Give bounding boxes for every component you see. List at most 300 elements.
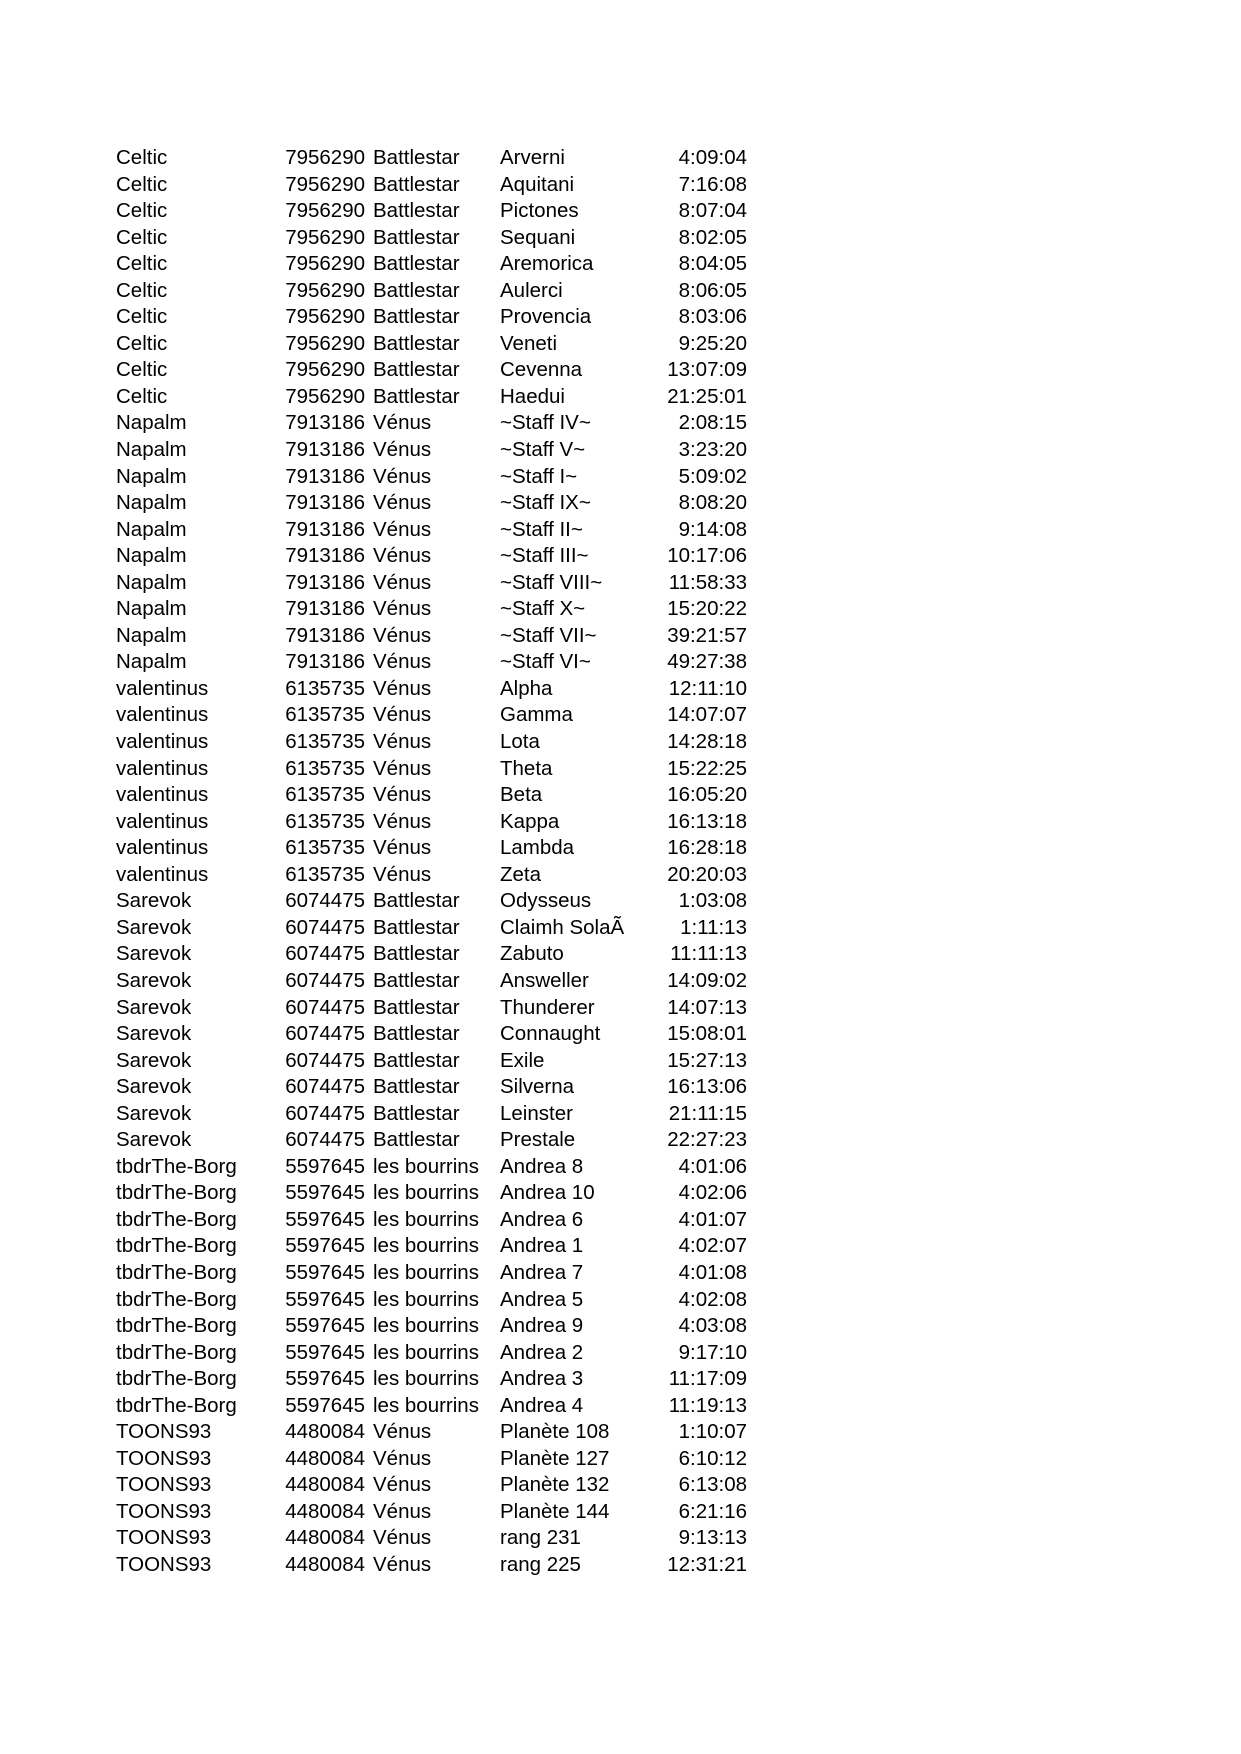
- score-cell: 7913186: [285, 570, 365, 594]
- score-cell: 7956290: [285, 384, 365, 408]
- time-cell: 9:17:10: [678, 1340, 747, 1364]
- player-name-cell: Celtic: [116, 172, 168, 196]
- table-row: [0, 1552, 1241, 1579]
- time-cell: 9:14:08: [678, 517, 747, 541]
- alliance-cell: Battlestar: [373, 995, 460, 1019]
- table-row: [0, 1021, 1241, 1048]
- player-name-cell: Celtic: [116, 278, 168, 302]
- table-row: [0, 1207, 1241, 1234]
- player-name-cell: Sarevok: [116, 968, 192, 992]
- planet-cell: Aulerci: [500, 278, 563, 302]
- time-cell: 15:22:25: [667, 756, 747, 780]
- alliance-cell: Battlestar: [373, 278, 460, 302]
- time-cell: 4:01:06: [678, 1154, 747, 1178]
- planet-cell: Zeta: [500, 862, 542, 886]
- alliance-cell: Vénus: [373, 623, 432, 647]
- table-row: [0, 172, 1241, 199]
- time-cell: 11:11:13: [670, 942, 747, 966]
- table-row: [0, 384, 1241, 411]
- table-row: [0, 251, 1241, 278]
- player-name-cell: valentinus: [116, 809, 209, 833]
- time-cell: 49:27:38: [667, 650, 747, 674]
- planet-cell: ~Staff VII~: [500, 623, 597, 647]
- score-cell: 6135735: [285, 809, 365, 833]
- time-cell: 4:02:07: [678, 1234, 747, 1258]
- player-name-cell: valentinus: [116, 676, 209, 700]
- time-cell: 14:28:18: [667, 730, 747, 754]
- planet-cell: Prestale: [500, 1128, 576, 1152]
- table-row: [0, 1419, 1241, 1446]
- time-cell: 16:28:18: [667, 836, 747, 860]
- alliance-cell: Vénus: [373, 411, 432, 435]
- player-name-cell: valentinus: [116, 703, 209, 727]
- time-cell: 4:01:08: [678, 1260, 747, 1284]
- player-name-cell: TOONS93: [116, 1552, 212, 1576]
- score-cell: 6074475: [285, 1128, 365, 1152]
- player-name-cell: tbdrThe-Borg: [116, 1260, 237, 1284]
- table-row: [0, 596, 1241, 623]
- planet-cell: ~Staff II~: [500, 517, 583, 541]
- alliance-cell: Vénus: [373, 836, 432, 860]
- score-cell: 7956290: [285, 199, 365, 223]
- alliance-cell: les bourrins: [373, 1393, 479, 1417]
- player-name-cell: Celtic: [116, 331, 168, 355]
- alliance-cell: les bourrins: [373, 1314, 479, 1338]
- table-row: [0, 357, 1241, 384]
- planet-cell: ~Staff V~: [500, 438, 586, 462]
- time-cell: 8:06:05: [678, 278, 747, 302]
- planet-cell: Beta: [500, 783, 543, 807]
- table-row: [0, 1525, 1241, 1552]
- time-cell: 2:08:15: [678, 411, 747, 435]
- planet-cell: ~Staff IX~: [500, 491, 591, 515]
- table-row: [0, 1127, 1241, 1154]
- time-cell: 14:07:07: [667, 703, 747, 727]
- planet-cell: Claimh SolaÃ: [500, 915, 625, 939]
- player-name-cell: tbdrThe-Borg: [116, 1340, 237, 1364]
- table-row: [0, 1472, 1241, 1499]
- table-row: [0, 1074, 1241, 1101]
- table-row: [0, 756, 1241, 783]
- score-cell: 6135735: [285, 862, 365, 886]
- table-row: [0, 676, 1241, 703]
- alliance-cell: Battlestar: [373, 889, 460, 913]
- player-name-cell: tbdrThe-Borg: [116, 1181, 237, 1205]
- score-cell: 6074475: [285, 889, 365, 913]
- alliance-cell: Battlestar: [373, 1128, 460, 1152]
- time-cell: 5:09:02: [678, 464, 747, 488]
- player-name-cell: tbdrThe-Borg: [116, 1207, 237, 1231]
- score-cell: 6135735: [285, 783, 365, 807]
- planet-cell: ~Staff VIII~: [500, 570, 603, 594]
- score-cell: 6074475: [285, 968, 365, 992]
- player-name-cell: Sarevok: [116, 1022, 192, 1046]
- time-cell: 14:07:13: [667, 995, 747, 1019]
- score-cell: 6074475: [285, 1022, 365, 1046]
- planet-cell: Andrea 4: [500, 1393, 584, 1417]
- table-row: [0, 464, 1241, 491]
- table-row: [0, 649, 1241, 676]
- score-cell: 7913186: [285, 517, 365, 541]
- time-cell: 21:11:15: [668, 1101, 747, 1125]
- alliance-cell: Battlestar: [373, 1101, 460, 1125]
- alliance-cell: Vénus: [373, 1420, 432, 1444]
- time-cell: 9:25:20: [678, 331, 747, 355]
- planet-cell: ~Staff X~: [500, 597, 586, 621]
- alliance-cell: Vénus: [373, 570, 432, 594]
- table-row: [0, 1048, 1241, 1075]
- table-row: [0, 1180, 1241, 1207]
- table-row: [0, 1366, 1241, 1393]
- score-cell: 6074475: [285, 995, 365, 1019]
- alliance-cell: les bourrins: [373, 1367, 479, 1391]
- table-row: [0, 278, 1241, 305]
- alliance-cell: Battlestar: [373, 225, 460, 249]
- time-cell: 20:20:03: [667, 862, 747, 886]
- table-row: [0, 915, 1241, 942]
- alliance-cell: Vénus: [373, 1446, 432, 1470]
- time-cell: 11:19:13: [668, 1393, 747, 1417]
- score-cell: 6135735: [285, 703, 365, 727]
- time-cell: 8:04:05: [678, 252, 747, 276]
- time-cell: 16:13:06: [667, 1075, 747, 1099]
- alliance-cell: Vénus: [373, 1552, 432, 1576]
- table-row: [0, 1393, 1241, 1420]
- planet-cell: rang 231: [500, 1526, 581, 1550]
- planet-cell: Andrea 2: [500, 1340, 584, 1364]
- planet-cell: Andrea 7: [500, 1260, 584, 1284]
- table-row: [0, 862, 1241, 889]
- planet-cell: Kappa: [500, 809, 560, 833]
- time-cell: 8:02:05: [678, 225, 747, 249]
- score-cell: 6074475: [285, 942, 365, 966]
- table-row: [0, 809, 1241, 836]
- time-cell: 15:20:22: [667, 597, 747, 621]
- planet-cell: Lota: [500, 730, 540, 754]
- planet-cell: ~Staff I~: [500, 464, 578, 488]
- planet-cell: Leinster: [500, 1101, 573, 1125]
- planet-cell: Thunderer: [500, 995, 595, 1019]
- time-cell: 13:07:09: [667, 358, 747, 382]
- time-cell: 8:08:20: [678, 491, 747, 515]
- table-row: [0, 304, 1241, 331]
- player-name-cell: Celtic: [116, 384, 168, 408]
- time-cell: 1:11:13: [680, 915, 747, 939]
- planet-cell: Andrea 5: [500, 1287, 584, 1311]
- player-name-cell: Sarevok: [116, 942, 192, 966]
- alliance-cell: Battlestar: [373, 1048, 460, 1072]
- time-cell: 1:10:07: [678, 1420, 747, 1444]
- planet-cell: Theta: [500, 756, 553, 780]
- player-name-cell: Napalm: [116, 570, 187, 594]
- table-row: [0, 490, 1241, 517]
- table-row: [0, 1499, 1241, 1526]
- score-cell: 7913186: [285, 597, 365, 621]
- alliance-cell: Vénus: [373, 783, 432, 807]
- score-cell: 7913186: [285, 623, 365, 647]
- alliance-cell: les bourrins: [373, 1181, 479, 1205]
- alliance-cell: Vénus: [373, 1473, 432, 1497]
- alliance-cell: les bourrins: [373, 1234, 479, 1258]
- score-cell: 4480084: [285, 1473, 365, 1497]
- table-row: [0, 782, 1241, 809]
- player-name-cell: tbdrThe-Borg: [116, 1234, 237, 1258]
- score-cell: 7956290: [285, 172, 365, 196]
- time-cell: 3:23:20: [678, 438, 747, 462]
- score-cell: 5597645: [285, 1340, 365, 1364]
- alliance-cell: Battlestar: [373, 942, 460, 966]
- table-row: [0, 729, 1241, 756]
- planet-cell: ~Staff III~: [500, 544, 589, 568]
- score-cell: 5597645: [285, 1260, 365, 1284]
- player-name-cell: Napalm: [116, 438, 187, 462]
- time-cell: 6:21:16: [678, 1499, 747, 1523]
- player-name-cell: Sarevok: [116, 995, 192, 1019]
- table-row: [0, 1101, 1241, 1128]
- planet-cell: Lambda: [500, 836, 575, 860]
- table-row: [0, 225, 1241, 252]
- alliance-cell: Battlestar: [373, 384, 460, 408]
- player-name-cell: Sarevok: [116, 1128, 192, 1152]
- time-cell: 6:10:12: [678, 1446, 747, 1470]
- score-cell: 7956290: [285, 305, 365, 329]
- score-cell: 5597645: [285, 1207, 365, 1231]
- time-cell: 1:03:08: [678, 889, 747, 913]
- score-cell: 7913186: [285, 411, 365, 435]
- table-row: [0, 968, 1241, 995]
- score-cell: 7913186: [285, 544, 365, 568]
- score-cell: 7913186: [285, 650, 365, 674]
- planet-cell: ~Staff IV~: [500, 411, 591, 435]
- score-cell: 7956290: [285, 358, 365, 382]
- player-name-cell: Napalm: [116, 597, 187, 621]
- planet-cell: Planète 144: [500, 1499, 610, 1523]
- planet-cell: Aremorica: [500, 252, 594, 276]
- player-name-cell: Napalm: [116, 623, 187, 647]
- alliance-cell: Vénus: [373, 1526, 432, 1550]
- score-cell: 5597645: [285, 1393, 365, 1417]
- table-row: [0, 543, 1241, 570]
- score-cell: 7913186: [285, 464, 365, 488]
- planet-cell: Silverna: [500, 1075, 575, 1099]
- player-name-cell: TOONS93: [116, 1526, 212, 1550]
- time-cell: 16:13:18: [667, 809, 747, 833]
- planet-cell: Andrea 6: [500, 1207, 584, 1231]
- time-cell: 21:25:01: [667, 384, 747, 408]
- player-name-cell: Napalm: [116, 411, 187, 435]
- planet-cell: Odysseus: [500, 889, 592, 913]
- table-row: [0, 198, 1241, 225]
- planet-cell: Andrea 3: [500, 1367, 584, 1391]
- planet-cell: Planète 108: [500, 1420, 610, 1444]
- score-cell: 7956290: [285, 225, 365, 249]
- player-name-cell: Sarevok: [116, 889, 192, 913]
- alliance-cell: Vénus: [373, 438, 432, 462]
- score-cell: 7913186: [285, 438, 365, 462]
- alliance-cell: les bourrins: [373, 1287, 479, 1311]
- table-row: [0, 1340, 1241, 1367]
- score-cell: 5597645: [285, 1287, 365, 1311]
- table-row: [0, 1260, 1241, 1287]
- planet-cell: Planète 127: [500, 1446, 610, 1470]
- alliance-cell: Battlestar: [373, 172, 460, 196]
- planet-cell: Answeller: [500, 968, 589, 992]
- alliance-cell: Vénus: [373, 730, 432, 754]
- player-name-cell: Napalm: [116, 464, 187, 488]
- spreadsheet-table: [0, 145, 1241, 1579]
- alliance-cell: les bourrins: [373, 1207, 479, 1231]
- table-row: [0, 835, 1241, 862]
- alliance-cell: Vénus: [373, 597, 432, 621]
- time-cell: 8:03:06: [678, 305, 747, 329]
- score-cell: 7913186: [285, 491, 365, 515]
- alliance-cell: les bourrins: [373, 1154, 479, 1178]
- planet-cell: Pictones: [500, 199, 579, 223]
- score-cell: 6074475: [285, 1048, 365, 1072]
- alliance-cell: Battlestar: [373, 915, 460, 939]
- time-cell: 12:11:10: [668, 676, 747, 700]
- alliance-cell: Vénus: [373, 809, 432, 833]
- alliance-cell: Vénus: [373, 517, 432, 541]
- player-name-cell: tbdrThe-Borg: [116, 1154, 237, 1178]
- table-row: [0, 517, 1241, 544]
- time-cell: 12:31:21: [667, 1552, 747, 1576]
- player-name-cell: Napalm: [116, 544, 187, 568]
- player-name-cell: Sarevok: [116, 915, 192, 939]
- planet-cell: Andrea 9: [500, 1314, 584, 1338]
- planet-cell: rang 225: [500, 1552, 581, 1576]
- player-name-cell: Napalm: [116, 517, 187, 541]
- alliance-cell: Battlestar: [373, 968, 460, 992]
- alliance-cell: Vénus: [373, 756, 432, 780]
- planet-cell: Arverni: [500, 146, 565, 169]
- planet-cell: Exile: [500, 1048, 545, 1072]
- planet-cell: Alpha: [500, 676, 553, 700]
- score-cell: 7956290: [285, 252, 365, 276]
- table-row: [0, 1313, 1241, 1340]
- planet-cell: Cevenna: [500, 358, 583, 382]
- score-cell: 6135735: [285, 730, 365, 754]
- table-row: [0, 888, 1241, 915]
- planet-cell: Andrea 8: [500, 1154, 584, 1178]
- planet-cell: Veneti: [500, 331, 557, 355]
- time-cell: 4:02:06: [678, 1181, 747, 1205]
- score-cell: 6074475: [285, 1075, 365, 1099]
- time-cell: 11:58:33: [668, 570, 747, 594]
- time-cell: 10:17:06: [667, 544, 747, 568]
- table-row: [0, 941, 1241, 968]
- player-name-cell: TOONS93: [116, 1446, 212, 1470]
- player-name-cell: Celtic: [116, 252, 168, 276]
- player-name-cell: TOONS93: [116, 1420, 212, 1444]
- table-row: [0, 1446, 1241, 1473]
- player-name-cell: Sarevok: [116, 1075, 192, 1099]
- score-cell: 4480084: [285, 1446, 365, 1470]
- time-cell: 14:09:02: [667, 968, 747, 992]
- time-cell: 16:05:20: [667, 783, 747, 807]
- player-name-cell: valentinus: [116, 730, 209, 754]
- time-cell: 4:03:08: [678, 1314, 747, 1338]
- alliance-cell: Battlestar: [373, 199, 460, 223]
- alliance-cell: Vénus: [373, 1499, 432, 1523]
- player-name-cell: tbdrThe-Borg: [116, 1367, 237, 1391]
- score-cell: 5597645: [285, 1181, 365, 1205]
- player-name-cell: valentinus: [116, 783, 209, 807]
- time-cell: 4:02:08: [678, 1287, 747, 1311]
- alliance-cell: les bourrins: [373, 1260, 479, 1284]
- player-name-cell: tbdrThe-Borg: [116, 1287, 237, 1311]
- player-name-cell: Celtic: [116, 199, 168, 223]
- player-name-cell: TOONS93: [116, 1473, 212, 1497]
- time-cell: 4:09:04: [678, 146, 747, 169]
- player-name-cell: Napalm: [116, 491, 187, 515]
- score-cell: 4480084: [285, 1552, 365, 1576]
- alliance-cell: Vénus: [373, 544, 432, 568]
- planet-cell: Sequani: [500, 225, 576, 249]
- planet-cell: Provencia: [500, 305, 592, 329]
- player-name-cell: valentinus: [116, 756, 209, 780]
- time-cell: 9:13:13: [678, 1526, 747, 1550]
- score-cell: 5597645: [285, 1367, 365, 1391]
- score-cell: 5597645: [285, 1154, 365, 1178]
- table-row: [0, 437, 1241, 464]
- table-row: [0, 702, 1241, 729]
- alliance-cell: Battlestar: [373, 358, 460, 382]
- table-row: [0, 623, 1241, 650]
- alliance-cell: Battlestar: [373, 305, 460, 329]
- alliance-cell: Vénus: [373, 862, 432, 886]
- planet-cell: Gamma: [500, 703, 573, 727]
- time-cell: 7:16:08: [678, 172, 747, 196]
- table-row: [0, 570, 1241, 597]
- planet-cell: Zabuto: [500, 942, 564, 966]
- player-name-cell: Sarevok: [116, 1048, 192, 1072]
- planet-cell: Planète 132: [500, 1473, 610, 1497]
- time-cell: 15:08:01: [667, 1022, 747, 1046]
- alliance-cell: les bourrins: [373, 1340, 479, 1364]
- alliance-cell: Battlestar: [373, 331, 460, 355]
- alliance-cell: Battlestar: [373, 252, 460, 276]
- table-row: [0, 1233, 1241, 1260]
- player-name-cell: tbdrThe-Borg: [116, 1314, 237, 1338]
- table-row: [0, 410, 1241, 437]
- alliance-cell: Battlestar: [373, 146, 460, 169]
- alliance-cell: Vénus: [373, 703, 432, 727]
- planet-cell: Andrea 10: [500, 1181, 595, 1205]
- player-name-cell: Celtic: [116, 225, 168, 249]
- score-cell: 7956290: [285, 278, 365, 302]
- score-cell: 5597645: [285, 1234, 365, 1258]
- planet-cell: Haedui: [500, 384, 565, 408]
- planet-cell: Aquitani: [500, 172, 575, 196]
- player-name-cell: Celtic: [116, 305, 168, 329]
- score-cell: 6074475: [285, 1101, 365, 1125]
- alliance-cell: Vénus: [373, 491, 432, 515]
- time-cell: 39:21:57: [667, 623, 747, 647]
- player-name-cell: Napalm: [116, 650, 187, 674]
- planet-cell: Andrea 1: [500, 1234, 584, 1258]
- table-row: [0, 331, 1241, 358]
- time-cell: 6:13:08: [678, 1473, 747, 1497]
- table-row: [0, 145, 1241, 172]
- player-name-cell: Celtic: [116, 358, 168, 382]
- score-cell: 6074475: [285, 915, 365, 939]
- player-name-cell: tbdrThe-Borg: [116, 1393, 237, 1417]
- player-name-cell: Celtic: [116, 146, 168, 169]
- alliance-cell: Battlestar: [373, 1022, 460, 1046]
- alliance-cell: Battlestar: [373, 1075, 460, 1099]
- score-cell: 4480084: [285, 1420, 365, 1444]
